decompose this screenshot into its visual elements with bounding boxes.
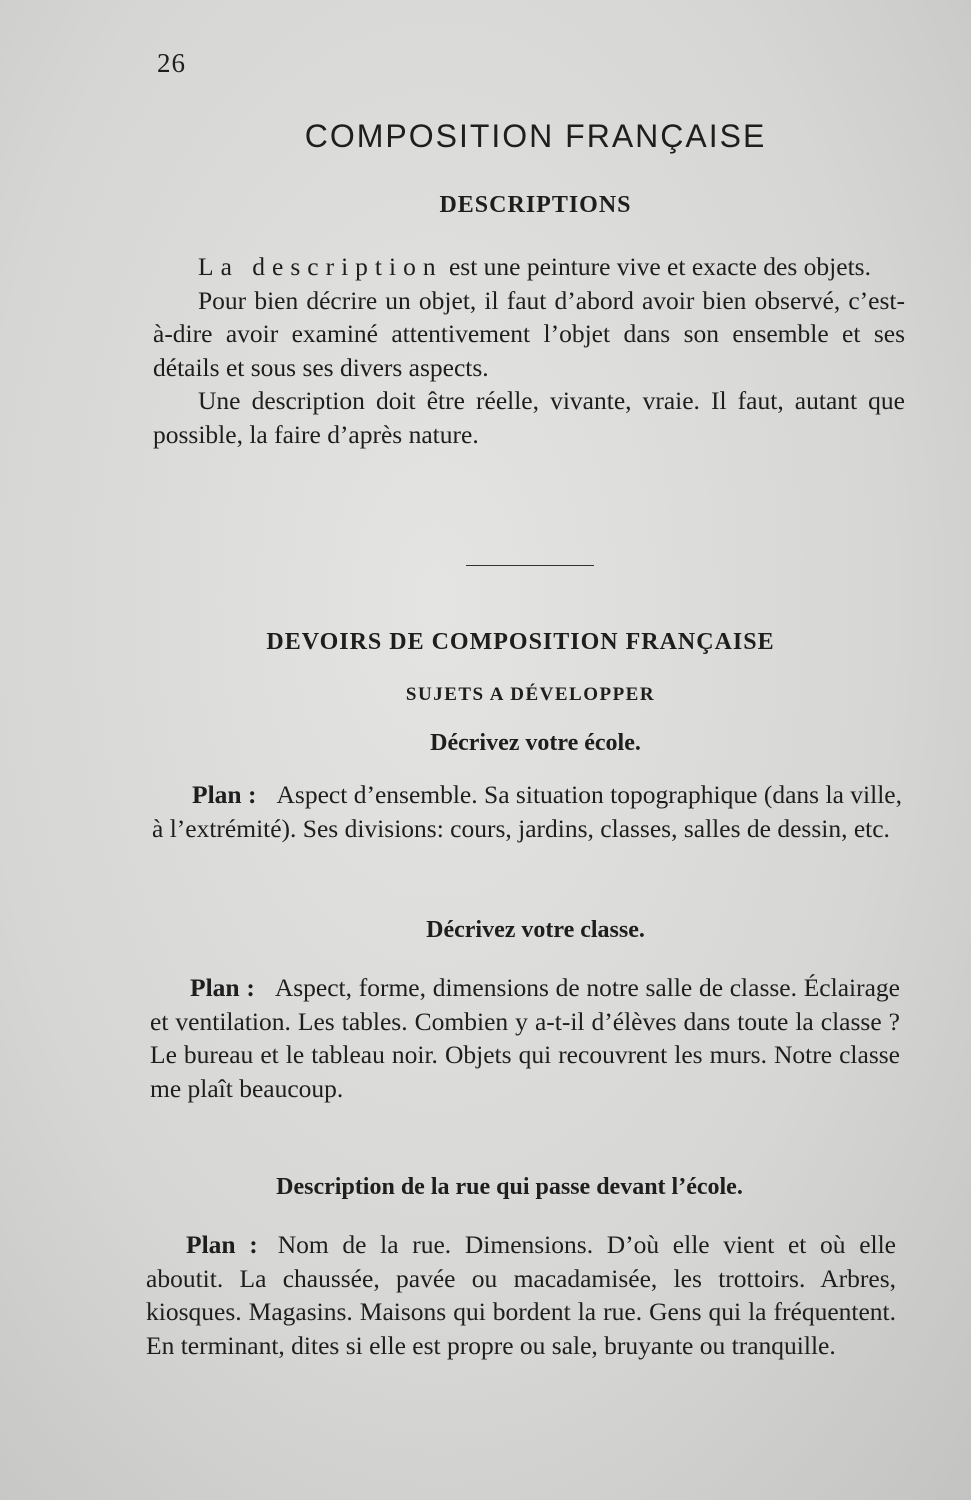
- plan-label: Plan :: [186, 1230, 258, 1259]
- subject-plan: [152, 778, 902, 845]
- sujets-subtitle: SUJETS A DÉVELOPPER: [405, 684, 656, 705]
- section-title: DESCRIPTIONS: [439, 192, 632, 218]
- page-number: 26: [157, 48, 186, 78]
- separator-line: [466, 565, 594, 566]
- subject-title: Description de la rue qui passe devant l’école.: [276, 1174, 743, 1200]
- intro-paragraph-1: [153, 250, 905, 284]
- plan-label: Plan :: [192, 780, 257, 809]
- plan-text: Aspect d’ensemble. Sa situation topographique (dans la ville, à l’extrémité). Ses divisions: cours, jardins, classes, salles de dessin, etc.: [152, 780, 903, 843]
- plan-label: Plan :: [190, 973, 255, 1002]
- plan-text: Nom de la rue. Dimensions. D’où elle vient et où elle aboutit. La chaussée, pavée ou macadamisée, les trottoirs. Arbres, kiosques. Magasins. Maisons qui bordent la rue. Gens qui la fréquentent. En terminant, dites si elle est propre ou sale, bruyante ou tranquille.: [146, 1230, 896, 1360]
- subject-title: Décrivez votre classe.: [426, 917, 645, 943]
- description-term: La description: [198, 252, 443, 281]
- intro-paragraph-1-rest: est une peinture vive et exacte des objets.: [448, 252, 871, 281]
- subject-plan: [146, 1228, 896, 1362]
- devoirs-title: DEVOIRS DE COMPOSITION FRANÇAISE: [266, 629, 775, 655]
- plan-text: Aspect, forme, dimensions de notre salle de classe. Éclairage et ventilation. Les tables. Combien y a-t-il d’élèves dans toute la classe ? Le bureau et le tableau noir. Objets qui recouvrent les murs. Notre classe me plaît beaucoup.: [150, 973, 900, 1103]
- intro-paragraph-3: Une description doit être réelle, vivante, vraie. Il faut, autant que possible, la faire d’après nature.: [153, 386, 905, 449]
- intro-paragraph-2: Pour bien décrire un objet, il faut d’abord avoir bien observé, c’est-à-dire avoir examiné attentivement l’objet dans son ensemble et ses détails et sous ses divers aspects.: [153, 285, 905, 382]
- page-title: COMPOSITION FRANÇAISE: [304, 118, 767, 154]
- intro-text: [153, 250, 905, 451]
- subject-plan: [150, 971, 900, 1105]
- subject-title: Décrivez votre école.: [430, 730, 641, 756]
